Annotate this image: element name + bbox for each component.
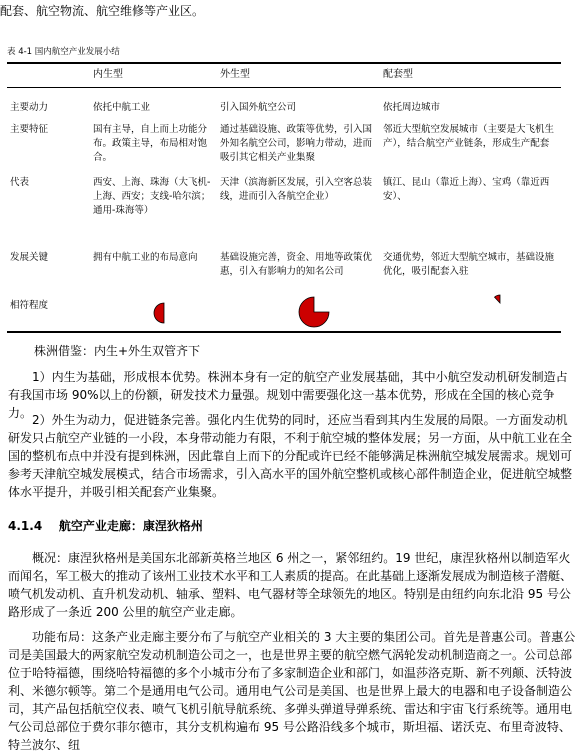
table-caption: 表 4-1 国内航空产业发展小结 [7, 47, 120, 57]
row-label-development-key: 发展关键 [10, 252, 49, 263]
fit-degree-wedge [154, 303, 164, 323]
cell-main-features-supporting: 邻近大型航空发展城市（主要是大飞机生产），结合航空产业链条，形成生产配套 [383, 124, 555, 149]
cell-driving-force-supporting: 依托周边城市 [383, 102, 441, 113]
paragraph-function-layout: 功能布局：这条产业走廊主要分布了与航空产业相关的 3 大主要的集团公司。首先是普惠公司。普惠公司是美国最大的两家航空发动机制造公司之一，也是世界主要的航空燃气涡轮发动机制造商之一。公司总部位于哈特福德，围绕哈特福德的多个小城市分布了多家制造企业和部门，如温莎洛克斯、新不列颠、沃特波利、米德尔顿等。第二个是通用电气公司。通用电气公司是美国、也是世界上最大的电器和电子设备制造公司，其产品包括航空仪表、喷气飞机引航导航系统、多弹头弹道导弹系统、雷达和宇宙飞行系统等。通用电气公司总部位于费尔菲尔德市，其分支机构遍布 95 号公路沿线多个城市，斯坦福、诺沃克、布里奇波特、特兰波尔、纽 [8, 630, 576, 752]
row-label-main-features: 主要特征 [10, 124, 49, 135]
cell-development-key-exogenous: 基础设施完善，资金、用地等政策优惠，引入有影响力的知名公司 [220, 252, 373, 277]
cell-development-key-supporting: 交通优势，邻近大型航空城市，基础设施优化，吸引配套入驻 [383, 252, 555, 277]
intro-text: 配套、航空物流、航空维修等产业区。 [0, 4, 205, 18]
cell-driving-force-endogenous: 依托中航工业 [93, 102, 151, 113]
column-header-supporting: 配套型 [383, 69, 413, 80]
table-bottom-rule [7, 331, 561, 333]
fit-degree-exogenous-pie [297, 296, 331, 328]
cell-main-features-exogenous: 通过基础设施、政策等优势，引入国外知名航空公司，影响力带动，进而吸引其它相关产业集聚 [220, 124, 373, 163]
cell-representatives-supporting: 镇江、昆山（靠近上海）、宝鸡（靠近西安）、 [383, 177, 550, 202]
table-header-rule [7, 87, 561, 88]
cell-main-features-endogenous: 国有主导，自上而上功能分布。政策主导，布局相对饱合。 [93, 124, 208, 163]
paragraph-exogenous-driver: 2）外生为动力，促进链条完善。强化内生优势的同时，还应当看到其内生发展的局限。一方面发动机研发只占航空产业链的一小段，本身带动能力有限，不利于航空城的整体发展；另一方面，从中航工业在全国的整机布点中并没有提到株洲，因此靠自上而下的分配或许已经不能够满足株洲航空城发展需求。规划可参考天津航空城发展模式，结合市场需求，引入高水平的国外航空整机或核心部件制造企业，促进航空城整体水平提升，并吸引相关配套产业集聚。 [8, 413, 573, 499]
table-top-rule [7, 62, 561, 64]
row-label-driving-force: 主要动力 [10, 102, 49, 113]
fit-degree-supporting-pie [480, 294, 502, 312]
row-label-representatives: 代表 [10, 177, 30, 188]
paragraph-overview: 概况：康涅狄格州是美国东北部新英格兰地区 6 州之一，紧邻纽约。19 世纪，康涅狄格州以制造军火而闻名，军工极大的推动了该州工业技术水平和工人素质的提高。在此基础上逐渐发展成为制造核子潜艇、喷气机发动机、直升机发动机、轴承、塑料、电气器材等全球领先的地区。特别是由纽约向东北沿 95 号公路形成了一条近 200 公里的航空产业走廊。 [8, 551, 573, 619]
column-header-endogenous: 内生型 [93, 69, 123, 80]
section-title: 航空产业走廊：康涅狄格州 [58, 519, 203, 533]
cell-driving-force-exogenous: 引入国外航空公司 [220, 102, 297, 113]
section-heading [8, 518, 203, 534]
fit-degree-endogenous-pie [143, 297, 165, 329]
row-label-fit-degree: 相符程度 [10, 300, 49, 311]
cell-representatives-endogenous: 西安、上海、珠海（大飞机-上海、西安；支线-哈尔滨；通用-珠海等） [93, 177, 211, 216]
section-number: 4.1.4 [8, 519, 43, 533]
fit-degree-wedge [299, 297, 329, 327]
summary-line: 株洲借鉴：内生+外生双管齐下 [34, 344, 201, 358]
column-header-exogenous: 外生型 [220, 69, 250, 80]
fit-degree-wedge [495, 295, 500, 303]
paragraph-endogenous-basis: 1）内生为基础，形成根本优势。株洲本身有一定的航空产业发展基础，其中小航空发动机研发制造占有我国市场 90%以上的份额，研发技术力量强。规划中需要强化这一基本优势，形成在全国的核心竞争力。 [8, 370, 568, 420]
cell-development-key-endogenous: 拥有中航工业的布局意向 [93, 252, 198, 263]
cell-representatives-exogenous: 天津（滨海新区发展，引入空客总装线，进而引入各航空企业） [220, 177, 373, 202]
